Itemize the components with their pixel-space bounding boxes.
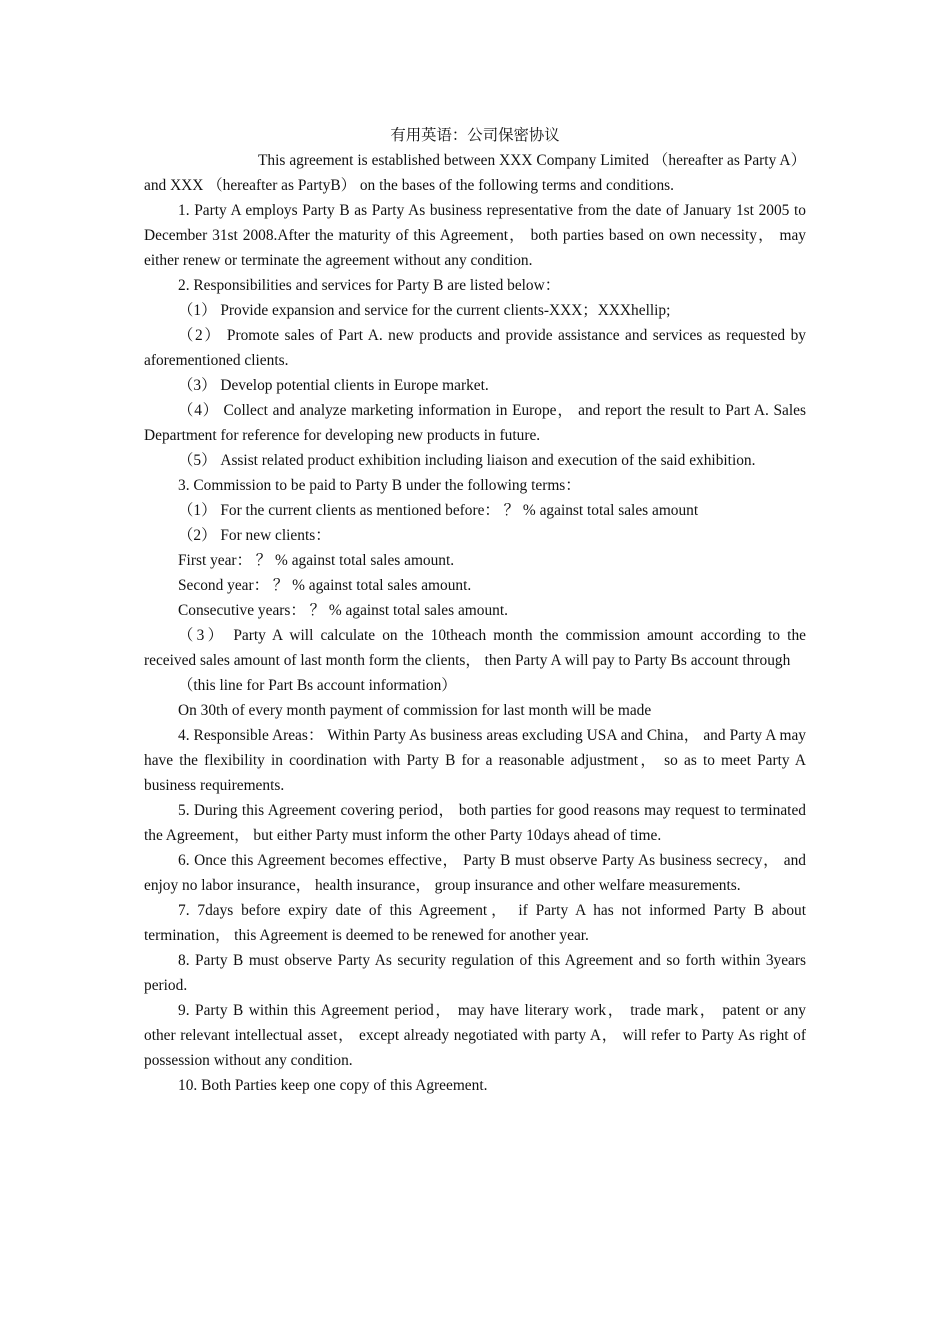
- clause-3-item-2: （2） For new clients：: [178, 527, 331, 544]
- payment-line: On 30th of every month payment of commission for last month will be made: [178, 702, 652, 719]
- clause-2-item-1: （1） Provide expansion and service for the current clients-XXX；XXXhellip;: [178, 302, 671, 319]
- clause-4: 4. Responsible Areas： Within Party As business areas excluding USA and China， and Party A may have the flexibility in coordination with Party B for a reasonable adjustment， so as to meet Party A business requirements.: [144, 727, 806, 794]
- second-year-rate: Second year： ？ % against total sales amount.: [178, 577, 472, 594]
- clause-7: 7. 7days before expiry date of this Agreement， if Party A has not informed Party B about termination， this Agreement is deemed to be renewed for another year.: [144, 902, 806, 944]
- clause-5: 5. During this Agreement covering period， both parties for good reasons may request to terminated the Agreement， but either Party must inform the other Party 10days ahead of time.: [144, 802, 806, 844]
- clause-2-item-5: （5） Assist related product exhibition including liaison and execution of the said exhibition.: [178, 452, 756, 469]
- document-body: [144, 123, 806, 1098]
- clause-10: 10. Both Parties keep one copy of this Agreement.: [178, 1077, 488, 1094]
- clause-3-heading: 3. Commission to be paid to Party B under the following terms：: [178, 477, 581, 494]
- clause-3-item-3: （3） Party A will calculate on the 10theach month the commission amount according to the received sales amount of last month form the clients， then Party A will pay to Party Bs account through: [144, 627, 806, 669]
- clause-2-item-4: （4） Collect and analyze marketing information in Europe， and report the result to Part A. Sales Department for reference for developing new products in future.: [144, 402, 806, 444]
- clause-2-item-3: （3） Develop potential clients in Europe market.: [178, 377, 489, 394]
- clause-9: 9. Party B within this Agreement period， may have literary work， trade mark， patent or any other relevant intellectual asset， except already negotiated with party A， will refer to Party As right of possession without any condition.: [144, 1002, 806, 1069]
- first-year-rate: First year： ？ % against total sales amount.: [178, 552, 455, 569]
- account-information-line: （this line for Part Bs account information）: [178, 677, 457, 694]
- clause-2-item-2: （2） Promote sales of Part A. new products and provide assistance and services as requested by aforementioned clients.: [144, 327, 806, 369]
- clause-6: 6. Once this Agreement becomes effective， Party B must observe Party As business secrecy， and enjoy no labor insurance， health insurance， group insurance and other welfare measurements.: [144, 852, 806, 894]
- clause-1: 1. Party A employs Party B as Party As business representative from the date of January 1st 2005 to December 31st 2008.After the maturity of this Agreement， both parties based on own necessity， may either renew or terminate the agreement without any condition.: [144, 202, 806, 269]
- page-title: 有用英语：公司保密协议: [390, 127, 560, 144]
- intro-paragraph: This agreement is established between XXX Company Limited （hereafter as Party A） and XXX （hereafter as PartyB） on the bases of the following terms and conditions.: [144, 152, 806, 194]
- consecutive-years-rate: Consecutive years： ？ % against total sales amount.: [178, 602, 508, 619]
- clause-2-heading: 2. Responsibilities and services for Party B are listed below：: [178, 277, 561, 294]
- clause-8: 8. Party B must observe Party As security regulation of this Agreement and so forth within 3years period.: [144, 952, 806, 994]
- clause-3-item-1: （1） For the current clients as mentioned before： ？ % against total sales amount: [178, 502, 699, 519]
